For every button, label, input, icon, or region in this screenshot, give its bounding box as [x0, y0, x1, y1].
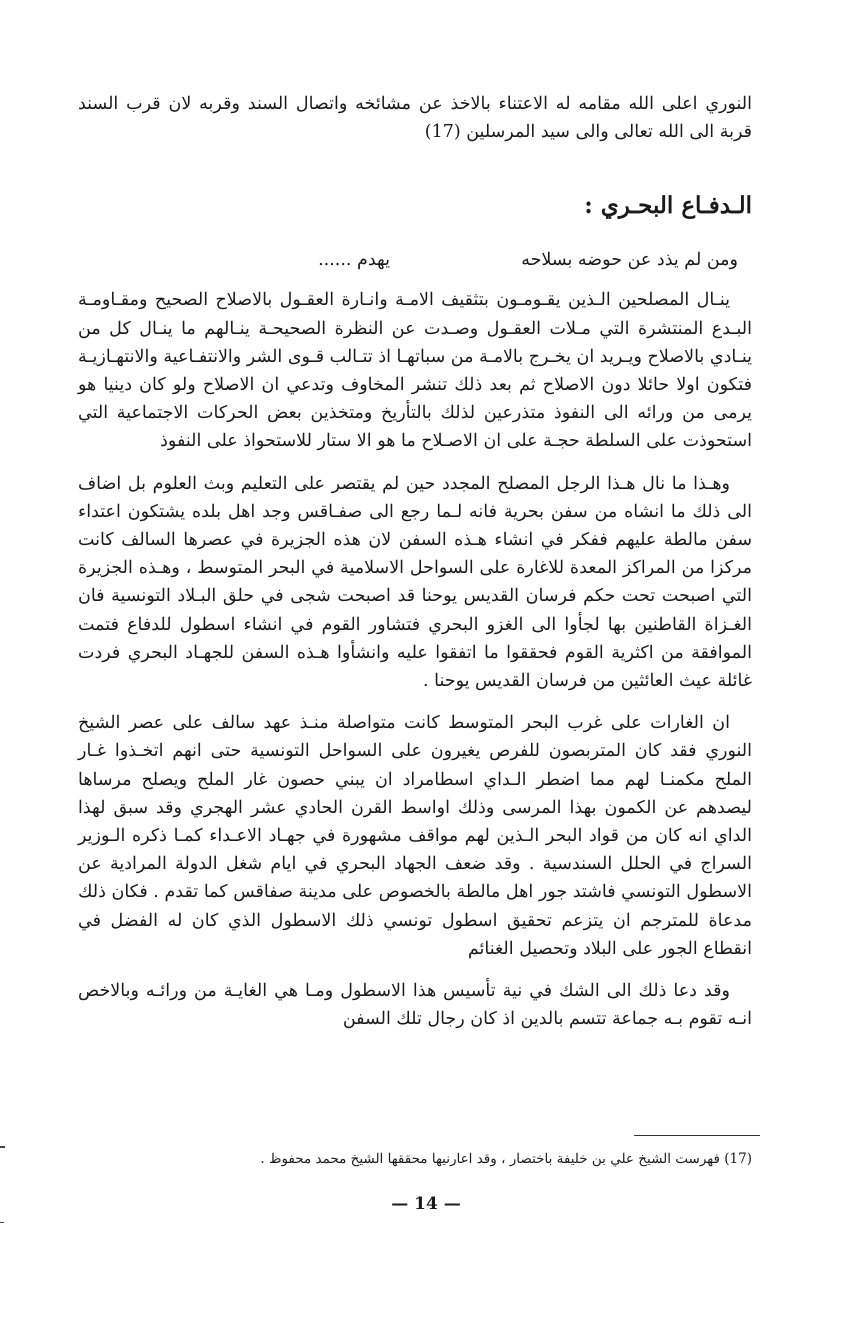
- section-heading: الـدفـاع البحـري :: [584, 192, 752, 220]
- footnote-divider: [634, 1135, 760, 1136]
- paragraph-reformers: ينـال المصلحين الـذين يقـومـون بتثقيف الامـة وانـارة العقـول بالاصلاح الصحيح ومقـاومـة البـدع المنتشرة التي مـلات العقـول وصـدت عن النظرة الصحيحـة ينـالهم ما ينـال كل من ينـادي بالاصلاح ويـريد ان يخـرج بالامـة من سباتهـا اذ تتـالب قـوى الشر والانتفـاعية والانتهـازيـة فتكون اولا حائلا دون الاصلاح ثم بعد ذلك تنشر المخاوف وتدعي ان الاصلاح ولو كان دينيا هو يرمى من ورائه الى النفوذ متذرعين لذلك بالتأريخ ومتخذين بعض الحركات الاجتماعية التي استحوذت على السلطة حجـة على ان الاصـلاح ما هو الا ستار للاستحواذ على النفوذ: [78, 290, 752, 452]
- page-number: — 14 —: [391, 1194, 461, 1214]
- verse-second-hemistich: يهدم ......: [318, 250, 390, 271]
- edge-speck: [0, 1222, 4, 1223]
- page-body: [78, 90, 752, 1033]
- footnote: (17) فهرست الشيخ علي بن خليفة باختصار ، وقد اعارنيها محققها الشيخ محمد محفوظ .: [260, 1151, 752, 1167]
- paragraph-raids: ان الغارات على غرب البحر المتوسط كانت متواصلة منـذ عهد سالف على عصر الشيخ النوري فقد كان المتربصون للفرص يغيرون على السواحل التونسية حتى انهم اتخـذوا غـار الملح مكمنـا لهم مما اضطر الـداي اسطامراد ان يبني حصون غار الملح ويصلح مرساها ليصدهم عن الكمون بهذا المرسى وذلك اواسط القرن الحادي عشر الهجري وقد سبق لهذا الداي انه كان من قواد البحر الـذين لهم مواقف مشهورة في جهـاد الاعـداء كمـا ذكره الـوزير السراج في الحلل السندسية . وقد ضعف الجهاد البحري في ايام شغل الدولة المرادية عن الاسطول التونسي فاشتد جور اهل مالطة بالخصوص على مدينة صفاقس كما تقدم . فكان ذلك مدعاة للمترجم ان يتزعم تحقيق اسطول تونسي ذلك الاسطول الذي كان له الفضل في انقطاع الجور على البلاد وتحصيل الغنائم: [78, 713, 752, 959]
- paragraph-ships: وهـذا ما نال هـذا الرجل المصلح المجدد حين لم يقتصر على التعليم وبث العلوم بل اضاف الى ذلك ما انشاه من سفن بحرية فانه لـما رجع الى صفـاقس وجد اهل بلده يشتكون اعتداء سفن مالطة عليهم ففكر في انشاء هـذه السفن لان هذه الجزيرة في عصرها السالف كانت مركزا من المراكز المعدة للاغارة على السواحل الاسلامية في البحر المتوسط ، وهـذه الجزيرة التي اصبحت تحت حكم فرسان القديس يوحنا قد اصبحت شجى في حلق البـلاد التونسية فان الغـزاة القاطنين بها لجأوا الى الغزو البحري فتشاور القوم في انشاء اسطول للدفاع فتمت الموافقة من اكثرية القوم فحققوا ما اتفقوا عليه وانشأوا هـذه السفن للجهـاد البحري فردت غائلة عيث العائثين من فرسان القديس يوحنا .: [78, 473, 752, 692]
- poetry-verse: [78, 246, 752, 274]
- verse-first-hemistich: ومن لم يذد عن حوضه بسلاحه: [521, 250, 738, 271]
- paragraph-doubt: وقد دعا ذلك الى الشك في نية تأسيس هذا الاسطول ومـا هي الغايـة من ورائـه وبالاخص انـه تقوم بـه جماعة تتسم بالدين اذ كان رجال تلك السفن: [78, 981, 752, 1030]
- intro-paragraph: النوري اعلى الله مقامه له الاعتناء بالاخذ عن مشائخه واتصال السند وقربه لان قرب السند قربة الى الله تعالى والى سيد المرسلين (17): [78, 94, 752, 143]
- edge-speck: [0, 1146, 5, 1148]
